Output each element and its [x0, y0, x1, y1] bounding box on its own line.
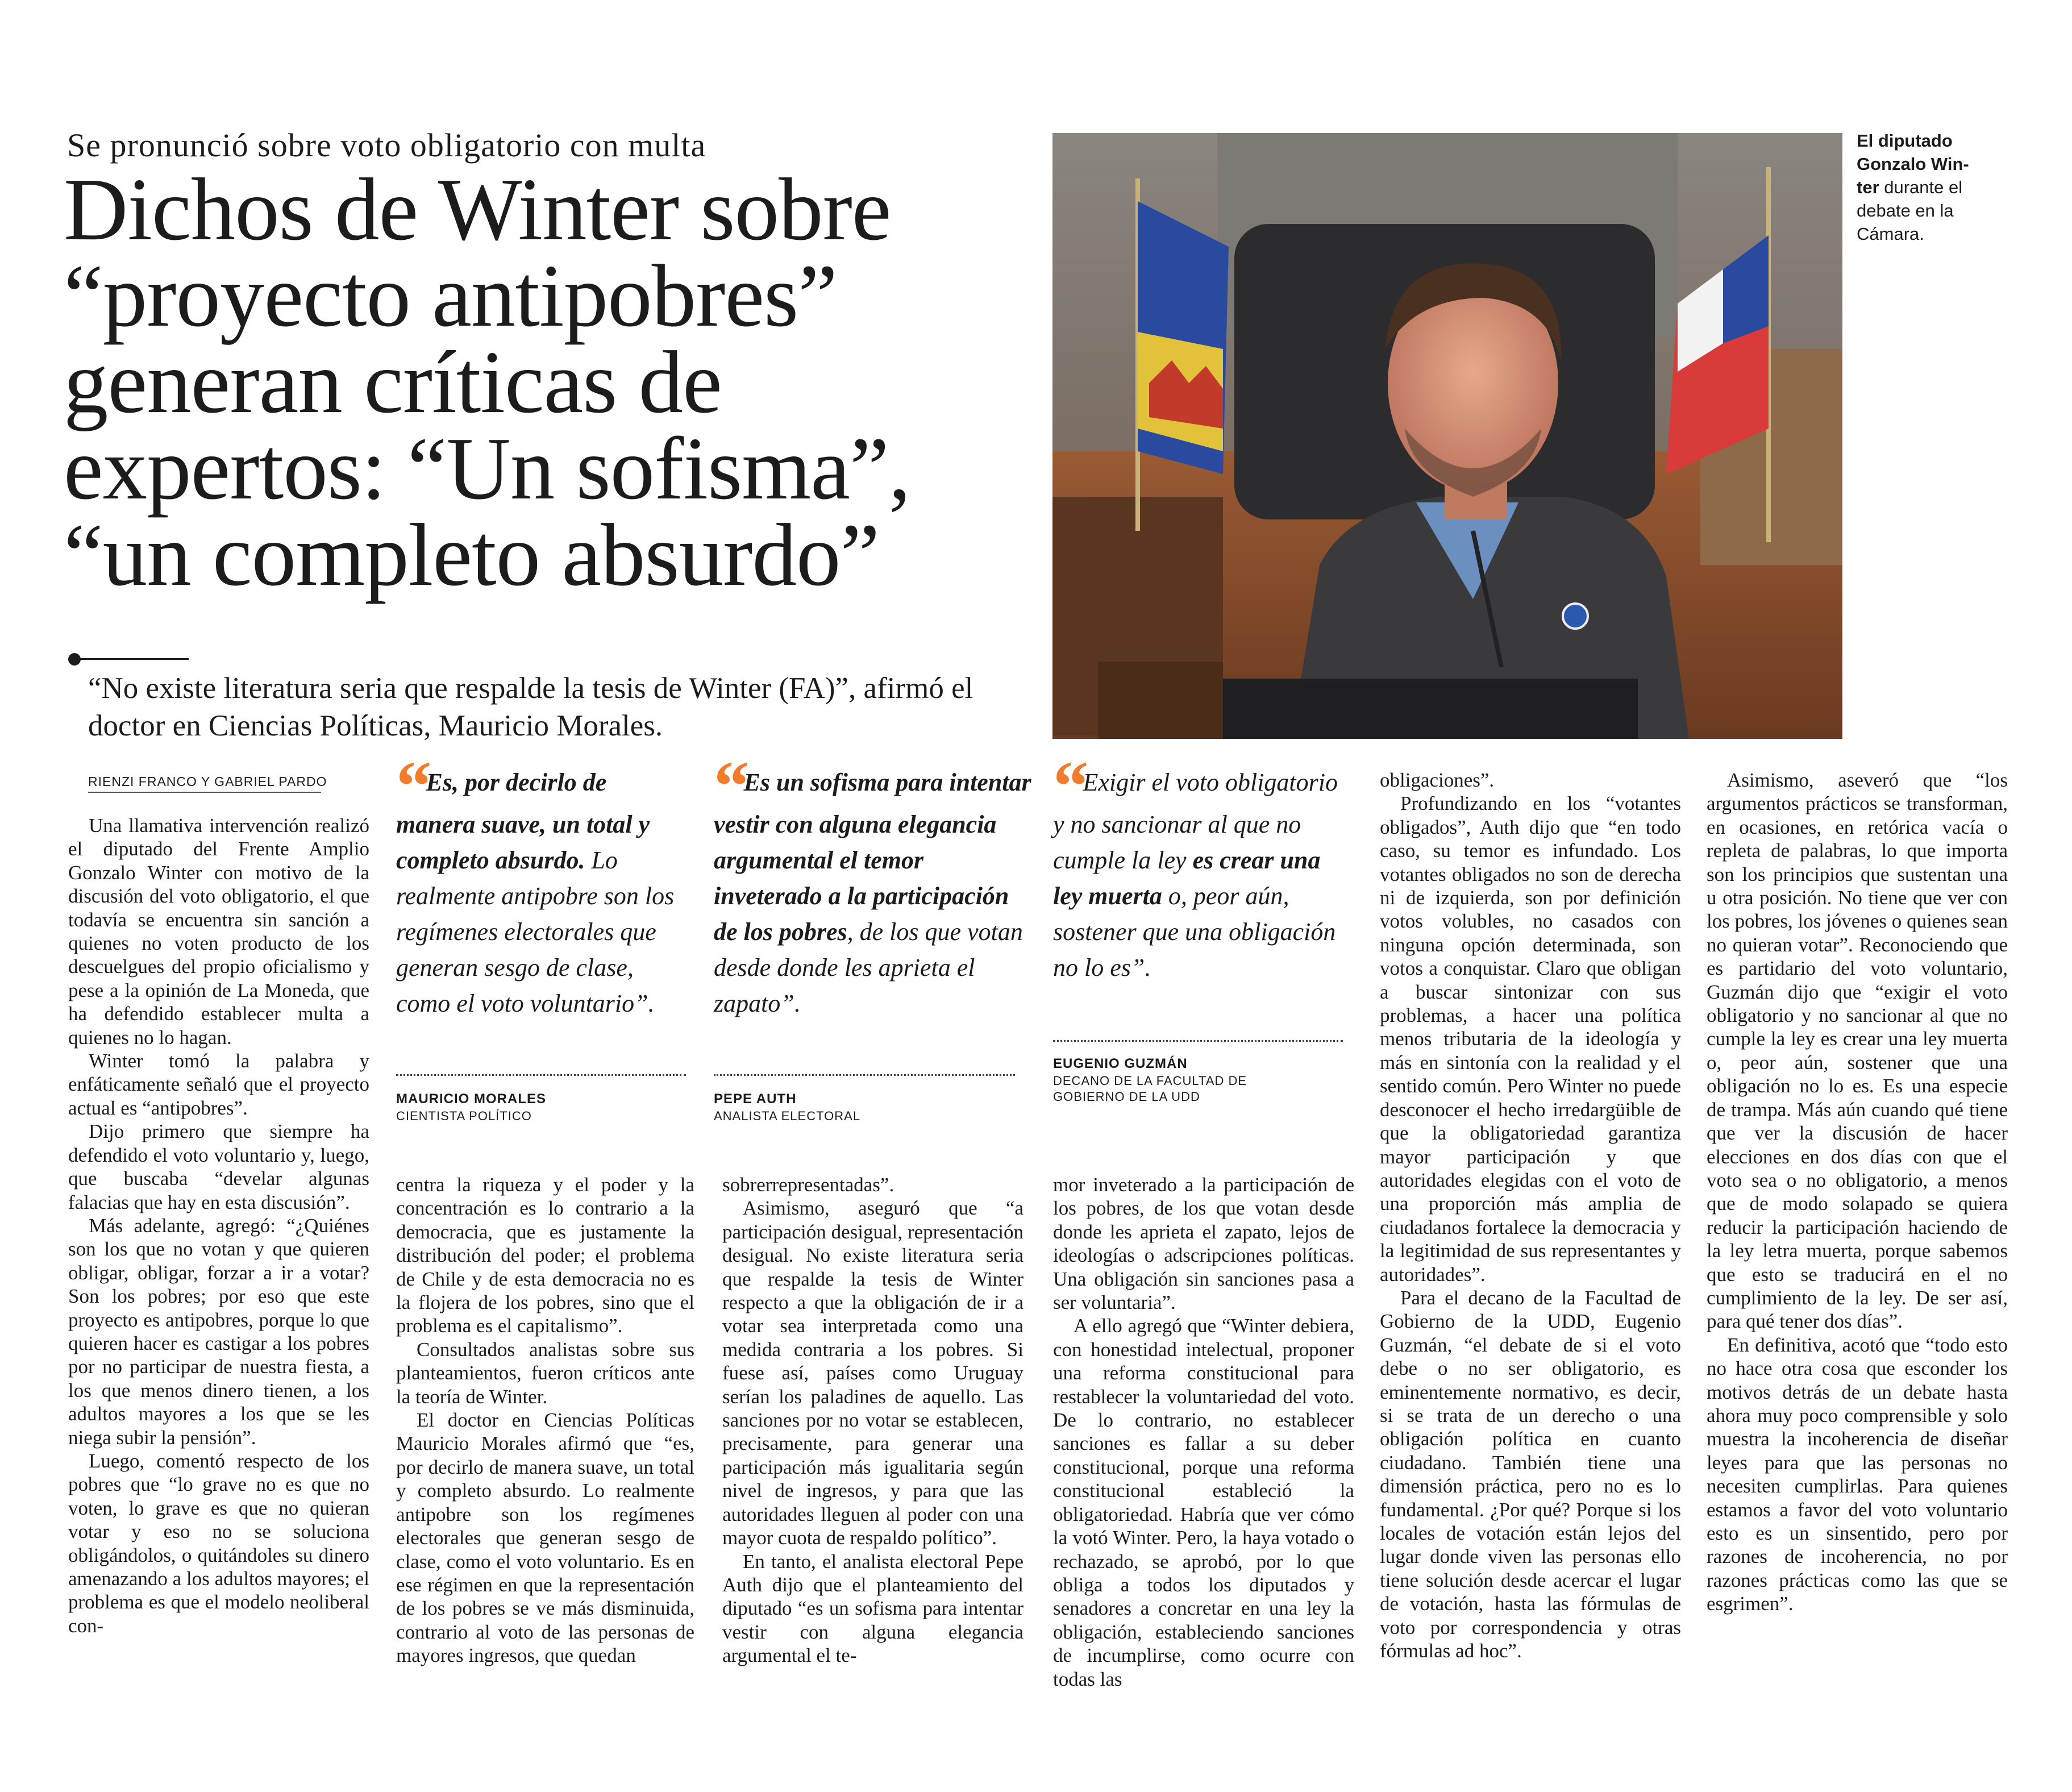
- pull-quote-2: [714, 747, 1032, 1021]
- paragraph: El doctor en Ciencias Políticas Mauricio Morales afirmó que “es, por decirlo de manera suave, un total y completo absurdo. Lo realmente antipobre son los regímenes electorales que generan sesgo de clase, como el voto voluntario. Es en ese régimen en que la representación de los pobres se ve más disminuida, contrario al voto de las personas de mayores ingresos, que quedan: [396, 1409, 694, 1667]
- paragraph: obligaciones”.: [1380, 769, 1495, 791]
- headline-line: “proyecto antipobres”: [64, 246, 837, 345]
- photo-winter: [1052, 133, 1842, 739]
- quote-text: , de los que votan desde donde les aprieta el zapato”.: [714, 918, 1023, 1017]
- deck-rule-dot: [68, 653, 81, 666]
- paragraph: Una llamativa intervención realizó el diputado del Frente Amplio Gonzalo Winter con motivo de la discusión del voto obligatorio, el que todavía se encuentra sin sanción a quienes no voten producto de los descuelgues del propio oficialismo y pese a la opinión de La Moneda, que ha defendido establecer multa a quienes no lo hagan.: [68, 814, 369, 1049]
- headline-line: Dichos de Winter sobre: [64, 160, 891, 259]
- body-column-4: [1053, 1173, 1354, 1691]
- photo-caption: [1857, 129, 1987, 246]
- quote-divider: [1053, 1040, 1343, 1042]
- quote-mark: “: [1053, 747, 1080, 826]
- quote-bold: Es un sofisma para intentar vestir con alguna elegancia argumental el temor inveterado a la participación de los pobres: [714, 768, 1031, 946]
- paragraph: Dijo primero que siempre ha defendido el voto voluntario y, luego, que buscaba “develar algunas falacias que hay en esta discusión”.: [68, 1120, 369, 1213]
- byline: RIENZI FRANCO Y GABRIEL PARDO: [88, 774, 327, 789]
- photo-illustration: [1052, 133, 1842, 739]
- quote-divider: [396, 1074, 686, 1076]
- quote-role: DECANO DE LA FACULTAD DE GOBIERNO DE LA UDD: [1053, 1074, 1247, 1104]
- byline-rule: [88, 792, 321, 793]
- quote-author: MAURICIO MORALES: [396, 1091, 546, 1107]
- quote-text: Exigir el voto obligatorio y no sancionar al que no cumple la ley: [1053, 768, 1338, 874]
- deck: “No existe literatura seria que respalde la tesis de Winter (FA)”, afirmó el doctor en Ciencias Políticas, Mauricio Morales.: [88, 672, 973, 742]
- paragraph: A ello agregó que “Winter debiera, con honestidad intelectual, proponer una reforma constitucional para restablecer la voluntariedad del voto. De lo contrario, no establecer sanciones es fallar a su deber constitucional, porque una reforma constitucional estableció la obligatoriedad. Habría que ver cómo la votó Winter. Pero, la haya votado o rechazado, se aprobó, por lo que obliga a todos los diputados y senadores a concretar en una ley la obligación, estableciendo sanciones de incumplirse, como ocurre con todas las: [1053, 1315, 1354, 1690]
- quote-author: EUGENIO GUZMÁN: [1053, 1056, 1188, 1071]
- paragraph: Asimismo, aseveró que “los argumentos prácticos se transforman, en ocasiones, en retórica vacía o repleta de palabras, lo que importa son los principios que sustentan una u otra posición. No tiene que ver con los pobres, los jóvenes o quienes sean no quieran votar”. Reconociendo que es partidario del voto voluntario, Guzmán dijo que “exigir el voto obligatorio y no sancionar al que no cumple la ley es crear una ley muerta o, peor aún, sostener que una obligación no lo es. Es una especie de trampa. Más aún cuando qué tiene que ver la discusión de hacer elecciones en dos días con que el voto sea o no obligatorio, a menos que de modo solapado se quiera reducir la participación haciendo de la ley letra muerta, porque sabemos que esto se traducirá en el no cumplimiento de la ley. De ser así, para qué tener dos días”.: [1707, 769, 2008, 1333]
- body-column-1: [68, 814, 369, 1637]
- caption-bold: Gonzalo Win-: [1857, 154, 1969, 174]
- paragraph: Luego, comentó respecto de los pobres que “lo grave no es que no voten, lo grave es que no quieran votar y eso no se soluciona obligándolos, o quitándoles su dinero amenazando a los adultos mayores; el problema es que el modelo neoliberal con-: [68, 1449, 369, 1637]
- caption-text: durante el debate en la Cámara.: [1857, 177, 1963, 244]
- headline-line: generan críticas de: [64, 332, 722, 431]
- quote-divider: [714, 1074, 1015, 1076]
- paragraph: Para el decano de la Facultad de Gobierno de la UDD, Eugenio Guzmán, “el debate de si el voto debe o no ser obligatorio, es eminentemente normativo, es decir, si se trata de un derecho o una obligación política en cuanto ciudadano. También tiene una dimensión práctica, pero no es lo fundamental. ¿Por qué? Porque si los locales de votación están lejos del lugar donde viven las personas ello tiene solución desde acercar el lugar de votación, hasta las fórmulas de voto por correspondencia y otras fórmulas ad hoc”.: [1380, 1286, 1681, 1662]
- paragraph: Más adelante, agregó: “¿Quiénes son los que no votan y que quieren obligar, obligar, forzar a ir a votar? Son los pobres; por eso que este proyecto es antipobres, porque lo que quieren hacer es castigar a los pobres por no participar de nuestra fiesta, a los que menos dinero tienen, a los adultos mayores a los que se les niega subir la pensión”.: [68, 1214, 369, 1449]
- body-column-2: [396, 1173, 694, 1668]
- body-column-3: [722, 1173, 1023, 1668]
- body-column-5: [1380, 768, 1681, 1662]
- quote-mark: “: [714, 747, 740, 826]
- paragraph: sobrerrepresentadas”.: [722, 1174, 894, 1196]
- paragraph: Consultados analistas sobre sus planteamientos, fueron críticos ante la teoría de Winter.: [396, 1338, 694, 1408]
- headline-line: expertos: “Un sofisma”,: [64, 419, 910, 518]
- caption-bold: El diputado: [1857, 131, 1953, 151]
- paragraph: centra la riqueza y el poder y la concentración es lo contrario a la democracia, que es justamente la distribución del poder; el problema de Chile y de esta democracia no es la flojera de los pobres, sino que el problema es el capitalismo”.: [396, 1174, 694, 1337]
- paragraph: Asimismo, aseguró que “a participación desigual, representación desigual. No existe literatura seria que respalde la tesis de Winter respecto a que la obligación de ir a votar sea interpretada como una medida contraria a los pobres. Si fuese así, países como Uruguay serían los paladines de aquello. Las sanciones por no votar se establecen, precisamente, para generar una participación más igualitaria según nivel de ingresos, y para que las autoridades lleguen al poder con una mayor cuota de respaldo político”.: [722, 1197, 1023, 1549]
- quote-author: PEPE AUTH: [714, 1091, 797, 1107]
- pull-quote-1: [396, 747, 692, 1021]
- quote-text: Lo realmente antipobre son los regímenes electorales que generan sesgo de clase, como el voto voluntario”.: [396, 846, 675, 1017]
- headline: [64, 160, 1001, 604]
- paragraph: En definitiva, acotó que “todo esto no hace otra cosa que esconder los motivos detrás de un debate hasta ahora muy poco comprensible y solo muestra la incoherencia de diseñar leyes para que las personas no necesiten cumplirlas. Para quienes estamos a favor del voto voluntario esto es un sinsentido, pero por razones de incoherencia, no por razones prácticas como las que se esgrimen”.: [1707, 1333, 2008, 1615]
- headline-line: “un completo absurdo”: [64, 505, 880, 604]
- quote-role: ANALISTA ELECTORAL: [714, 1109, 861, 1123]
- caption-bold: ter: [1857, 177, 1879, 197]
- kicker: Se pronunció sobre voto obligatorio con multa: [67, 127, 706, 164]
- quote-role: CIENTISTA POLÍTICO: [396, 1109, 532, 1123]
- paragraph: Profundizando en los “votantes obligados”, Auth dijo que “en todo caso, su temor es infundado. Los votantes obligados no son de derecha ni de izquierda, son por definición votos volubles, no casados con ninguna opción determinada, son votos a conquistar. Claro que obligan a buscar sintonizar con sus problemas, a hacer una política menos tributaria de la ideología y más en sintonía con la realidad y el sentido común. Pero Winter no puede desconocer el hecho irredargüible de que la obligatoriedad garantiza mayor participación y que autoridades elegidas con el voto de una proporción más amplia de ciudadanos fortalece la democracia y la legitimidad de sus representantes y autoridades”.: [1380, 792, 1681, 1286]
- body-column-6: [1707, 768, 2008, 1616]
- quote-mark: “: [396, 747, 423, 826]
- quote-text: o, peor aún, sostener que una obligación no lo es”.: [1053, 882, 1336, 982]
- quote-bold: Es, por decirlo de manera suave, un total y completo absurdo.: [396, 768, 650, 874]
- paragraph: En tanto, el analista electoral Pepe Auth dijo que el planteamiento del diputado “es un sofisma para intentar vestir con alguna elegancia argumental el te-: [722, 1550, 1023, 1667]
- quote-bold: es crear una ley muerta: [1053, 846, 1321, 910]
- pull-quote-3: [1053, 747, 1349, 986]
- deck-rule-line: [80, 658, 189, 660]
- paragraph: Winter tomó la palabra y enfáticamente señaló que el proyecto actual es “antipobres”.: [68, 1050, 369, 1119]
- paragraph: mor inveterado a la participación de los pobres, de los que votan desde donde les aprieta el zapato, lejos de ideologías o adscripciones políticas. Una obligación sin sanciones pasa a ser voluntaria”.: [1053, 1174, 1354, 1314]
